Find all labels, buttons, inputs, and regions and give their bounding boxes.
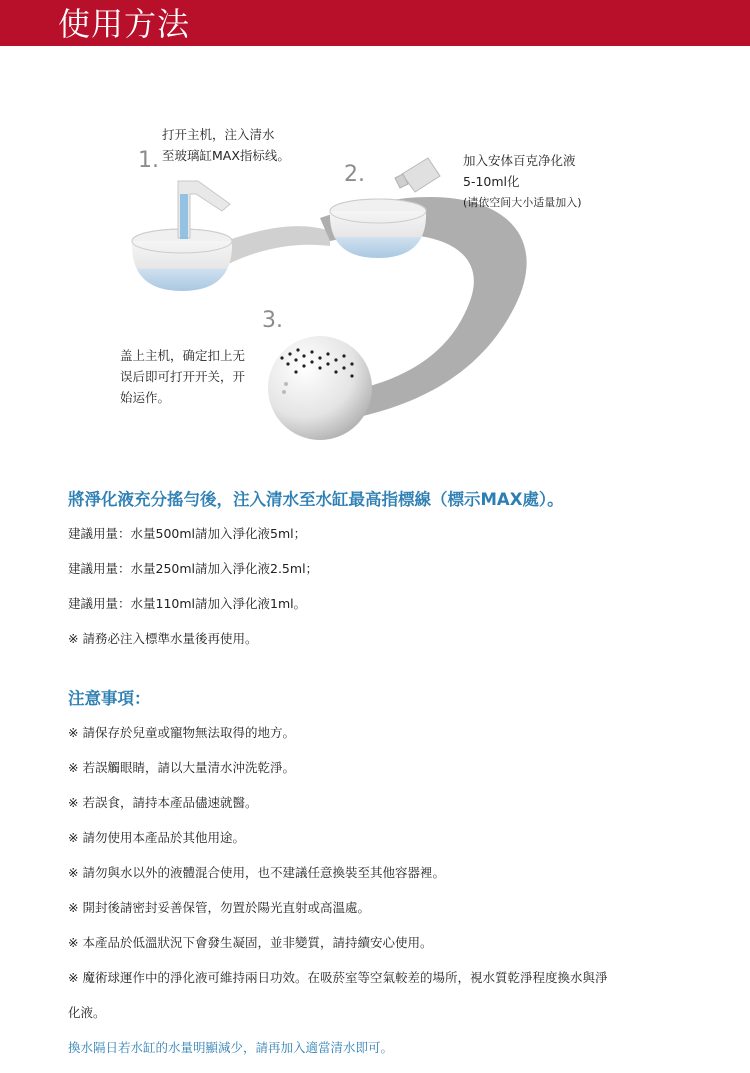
note-item: ※ 請勿與水以外的液體混合使用，也不建議任意換裝至其他容器裡。: [68, 865, 445, 880]
step-2-text: [463, 150, 582, 213]
note-item: ※ 開封後請密封妥善保管，勿置於陽光直射或高溫處。: [68, 900, 370, 915]
note-item: ※ 請保存於兒童或寵物無法取得的地方。: [68, 725, 295, 740]
note-item: ※ 魔術球運作中的淨化液可維持兩日功效。在吸菸室等空氣較差的場所，視水質乾淨程度換水與淨: [68, 970, 608, 985]
usage-illustration: [0, 46, 750, 476]
notes-title: 注意事項：: [68, 689, 151, 708]
step-1-number: 1.: [138, 148, 159, 173]
step-3-line-1: 盖上主机，确定扣上无: [120, 348, 246, 363]
illustration-graphic: [0, 46, 750, 476]
step-1-line-1: 打开主机，注入清水: [162, 127, 275, 142]
instruction-item: 建議用量：水量500ml請加入淨化液5ml；: [68, 526, 307, 541]
note-item: 化液。: [68, 1005, 106, 1020]
step-2-line-1: 加入安体百克净化液: [463, 153, 576, 168]
notes-highlight: 換水隔日若水缸的水量明顯減少，請再加入適當清水即可。: [68, 1040, 394, 1055]
step-1-text: [162, 124, 290, 166]
header-bar: [0, 0, 750, 46]
ball-step3: [268, 336, 372, 440]
step-2-number: 2.: [344, 162, 365, 187]
note-item: ※ 請勿使用本產品於其他用途。: [68, 830, 245, 845]
page-title: 使用方法: [58, 5, 191, 43]
step-3-line-3: 始运作。: [120, 390, 171, 405]
note-item: ※ 本產品於低溫狀況下會發生凝固，並非變質，請持續安心使用。: [68, 935, 433, 950]
note-item: ※ 若誤觸眼睛，請以大量清水沖洗乾淨。: [68, 760, 295, 775]
bowl-step1: [132, 181, 232, 291]
step-3-line-2: 误后即可打开开关，开: [120, 369, 246, 384]
instruction-item: 建議用量：水量110ml請加入淨化液1ml。: [68, 596, 307, 611]
step-2-line-3: (请依空间大小适量加入): [463, 196, 582, 209]
content-area: [68, 488, 708, 1056]
step-2-line-2: 5-10ml化: [463, 174, 520, 189]
step-1-line-2: 至玻璃缸MAX指标线。: [162, 148, 290, 163]
instruction-item: 建議用量：水量250ml請加入淨化液2.5ml；: [68, 561, 319, 576]
step-3-number: 3.: [262, 308, 283, 333]
instruction-item: ※ 請務必注入標準水量後再使用。: [68, 631, 258, 646]
step-3-text: [120, 345, 245, 408]
instructions-title: 將淨化液充分搖勻後，注入清水至水缸最高指標線（標示MAX處）。: [68, 490, 564, 509]
note-item: ※ 若誤食，請持本產品儘速就醫。: [68, 795, 258, 810]
